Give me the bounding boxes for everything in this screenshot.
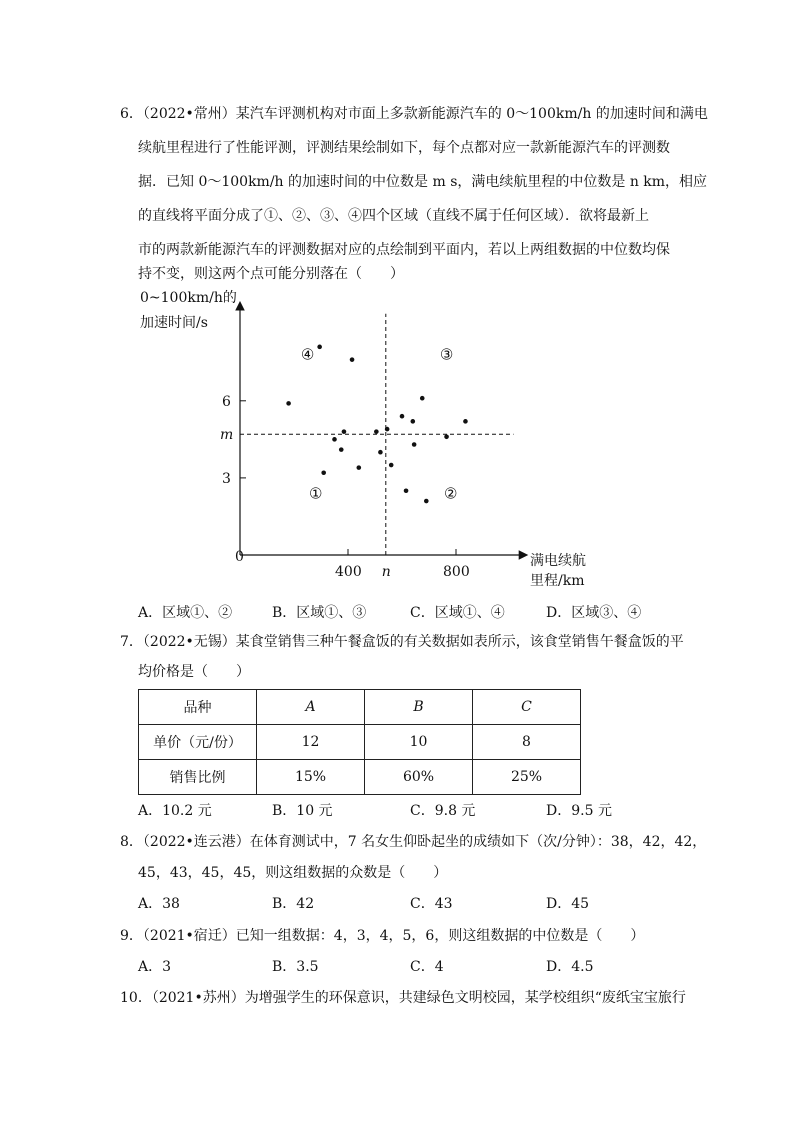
- table-header-cell: 品种: [139, 690, 257, 725]
- q6-line-5: 市的两款新能源汽车的评测数据对应的点绘制到平面内，若以上两组数据的中位数均保: [138, 242, 670, 258]
- q7-option-c[interactable]: C．9.8 元: [410, 803, 476, 819]
- y-tick-label: 3: [222, 470, 231, 487]
- q6-line-2: 续航里程进行了性能评测，评测结果绘制如下，每个点都对应一款新能源汽车的评测数: [138, 140, 670, 156]
- origin-label: 0: [235, 549, 244, 565]
- q9-option-a[interactable]: A．3: [138, 959, 172, 975]
- region-label: ②: [443, 484, 458, 503]
- y-axis-title-line-1: 0~100km/h的: [140, 290, 237, 306]
- data-point: [411, 419, 416, 424]
- q8-line-1: 8．（2022•连云港）在体育测试中，7 名女生仰卧起坐的成绩如下（次/分钟）：38，42，42，: [120, 834, 707, 850]
- q6-line-1: 6．（2022•常州）某汽车评测机构对市面上多款新能源汽车的 0～100km/h 的加速时间和满电: [120, 106, 708, 122]
- x-axis-title-line-1: 满电续航: [530, 553, 586, 569]
- table-cell: 15%: [257, 760, 365, 795]
- q6-option-d[interactable]: D．区域③、④: [546, 605, 642, 621]
- q9-option-b[interactable]: B．3.5: [272, 959, 319, 975]
- chart-axes: [240, 306, 524, 555]
- data-point: [385, 427, 390, 432]
- q8-option-d[interactable]: D．45: [546, 896, 590, 912]
- y-axis-title-line-2: 加速时间/s: [140, 315, 208, 331]
- table-cell: 销售比例: [139, 760, 257, 795]
- q6-option-a[interactable]: A．区域①、②: [138, 605, 233, 621]
- data-point: [463, 419, 468, 424]
- q8-line-2: 45，43，45，45，则这组数据的众数是（ ）: [138, 865, 448, 881]
- data-point: [404, 488, 409, 493]
- q6-line-3: 据．已知 0～100km/h 的加速时间的中位数是 m s，满电续航里程的中位数是 n km，相应: [138, 174, 708, 190]
- q7-option-d[interactable]: D．9.5 元: [546, 803, 612, 819]
- chart-labels: [140, 290, 586, 589]
- x-tick-label: 400: [335, 564, 362, 580]
- table-cell: 8: [473, 725, 581, 760]
- table-header-row: [139, 690, 581, 725]
- q9-option-c[interactable]: C．4: [410, 959, 444, 975]
- table-cell: 10: [365, 725, 473, 760]
- q6-line-4: 的直线将平面分成了①、②、③、④四个区域（直线不属于任何区域）．欲将最新上: [138, 208, 649, 224]
- q7-line-1: 7．（2022•无锡）某食堂销售三种午餐盒饭的有关数据如表所示，该食堂销售午餐盒饭的平: [120, 634, 684, 650]
- q6-line-6: 持不变，则这两个点可能分别落在（ ）: [138, 266, 404, 282]
- q7-price-table: [138, 689, 581, 795]
- table-row: [139, 760, 581, 795]
- data-point: [412, 442, 417, 447]
- y-tick-label: 6: [222, 393, 231, 410]
- data-point: [286, 401, 291, 406]
- x-tick-label: 800: [443, 564, 470, 580]
- region-label: ③: [439, 345, 454, 364]
- q9-line-1: 9．（2021•宿迁）已知一组数据：4，3，4，5，6，则这组数据的中位数是（ ）: [120, 928, 645, 944]
- data-point: [342, 429, 347, 434]
- x-axis-title-line-2: 里程/km: [530, 573, 585, 589]
- table-header-cell: C: [473, 690, 581, 725]
- data-point: [374, 429, 379, 434]
- table-cell: 单价（元/份）: [139, 725, 257, 760]
- table-cell: 60%: [365, 760, 473, 795]
- data-point: [317, 345, 322, 350]
- q8-option-b[interactable]: B．42: [272, 896, 315, 912]
- region-label: ①: [308, 484, 323, 503]
- scatter-chart: [130, 285, 600, 595]
- q6-option-b[interactable]: B．区域①、③: [272, 605, 367, 621]
- data-point: [444, 434, 449, 439]
- region-label: ④: [300, 345, 315, 364]
- table-cell: 12: [257, 725, 365, 760]
- data-point: [424, 499, 429, 504]
- table-cell: 25%: [473, 760, 581, 795]
- data-point: [339, 447, 344, 452]
- chart-marks: [286, 345, 467, 504]
- q7-option-b[interactable]: B．10 元: [272, 803, 333, 819]
- q8-option-a[interactable]: A．38: [138, 896, 180, 912]
- data-point: [332, 437, 337, 442]
- table-header-cell: A: [257, 690, 365, 725]
- table-row: [139, 725, 581, 760]
- q7-option-a[interactable]: A．10.2 元: [138, 803, 212, 819]
- q9-option-d[interactable]: D．4.5: [546, 959, 594, 975]
- data-point: [321, 470, 326, 475]
- data-point: [357, 465, 362, 470]
- data-point: [378, 450, 383, 455]
- table-header-cell: B: [365, 690, 473, 725]
- median-y-label: m: [220, 427, 234, 444]
- q8-option-c[interactable]: C．43: [410, 896, 453, 912]
- q10-line-1: 10．（2021•苏州）为增强学生的环保意识，共建绿色文明校园，某学校组织“废纸宝宝旅行: [120, 990, 686, 1006]
- data-point: [350, 357, 355, 362]
- data-point: [420, 396, 425, 401]
- q6-option-c[interactable]: C．区域①、④: [410, 605, 505, 621]
- q7-line-2: 均价格是（ ）: [138, 664, 250, 680]
- median-x-label: n: [381, 564, 391, 580]
- data-point: [400, 414, 405, 419]
- data-point: [389, 463, 394, 468]
